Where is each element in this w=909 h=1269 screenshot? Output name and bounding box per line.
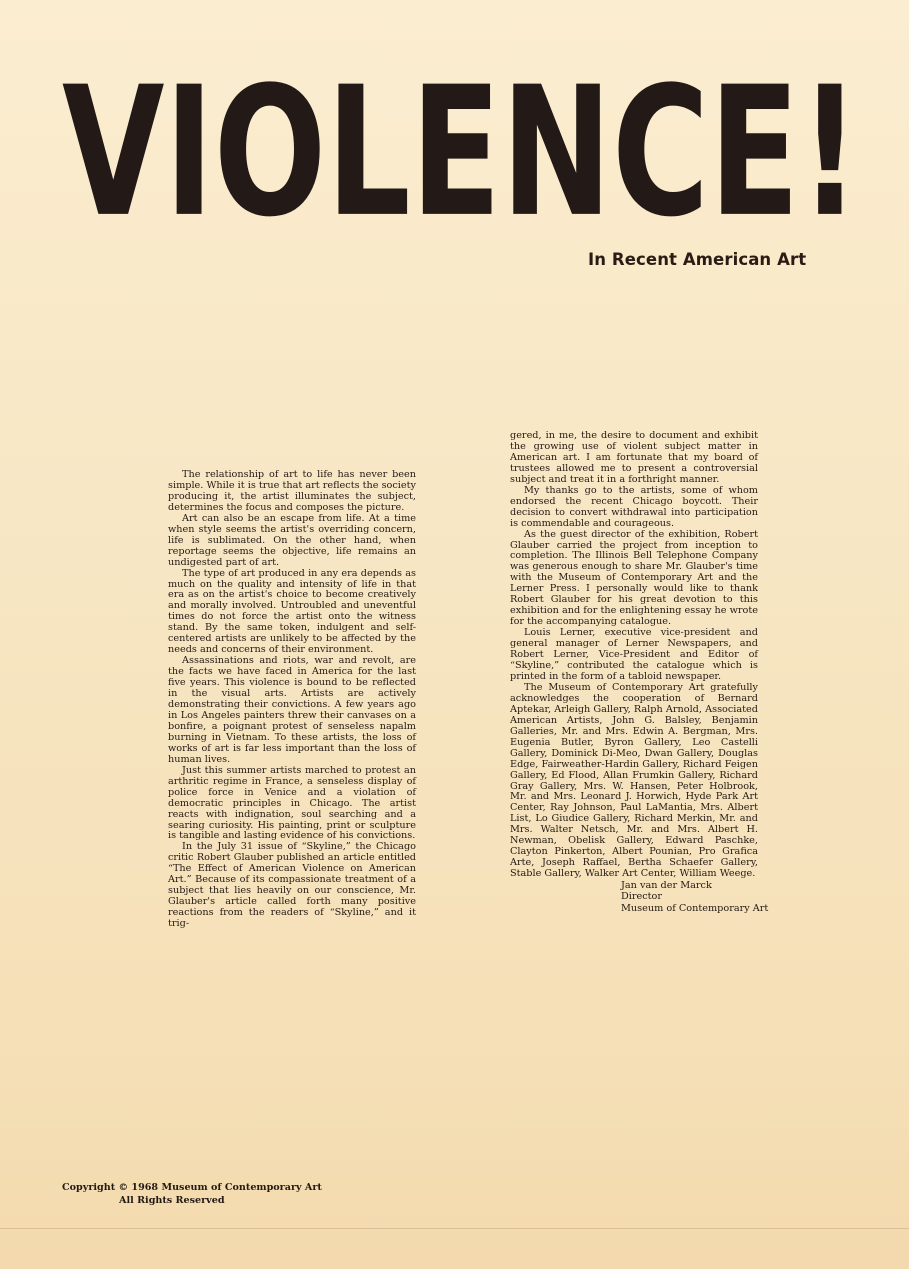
right-column bbox=[510, 430, 769, 914]
paragraph: Art can also be an escape from life. At a time when style seems the artist's overriding concern, life is sublimated. On the other hand, when reportage seems the objective, life remains an undigested part of art. bbox=[168, 512, 416, 568]
rights-line: All Rights Reserved bbox=[119, 1195, 225, 1206]
left-column bbox=[168, 470, 416, 930]
signature-title: Director bbox=[621, 891, 663, 903]
paragraph: The relationship of art to life has never been simple. While it is true that art reflects the society producing it, the artist illuminates the subject, determines the focus and composes the picture. bbox=[168, 469, 417, 513]
paragraph: gered, in me, the desire to document and exhibit the growing use of violent subject matter in American art. I am fortunate that my board of trustees allowed me to present a controversial subject and treat it in a forthright manner. bbox=[510, 430, 758, 485]
signature-institution: Museum of Contemporary Art bbox=[621, 902, 769, 914]
paragraph: As the guest director of the exhibition, Robert Glauber carried the project from inception to completion. The Illinois Bell Telephone Company was generous enough to share Mr. Glauber's time with the Museum of Contemporary Art and the Lerner Press. I personally would like to thank Robert Glauber for his great devotion to this exhibition and for the enlightening essay he wrote for the accompanying catalogue. bbox=[510, 528, 758, 628]
signature-name: Jan van der Marck bbox=[621, 880, 712, 892]
paragraph: Louis Lerner, executive vice-president and general manager of Lerner Newspapers, and Robert Lerner, Vice-President and Editor of “Skyline,” contributed the catalogue which is printed in the form of a tabloid newspaper. bbox=[510, 627, 758, 682]
paragraph: My thanks go to the artists, some of whom endorsed the recent Chicago boycott. Their decision to convert withdrawal into participation is commendable and courageous. bbox=[510, 484, 758, 529]
signature-block bbox=[621, 880, 769, 914]
paragraph: The type of art produced in any era depends as much on the quality and intensity of life in that era as on the artist's choice to become creatively and morally involved. Untroubled and uneventful times do not force the artist onto the witness stand. By the same token, indulgent and self-centered artists are unlikely to be affected by the needs and concerns of their environment. bbox=[168, 567, 416, 656]
paragraph: Assassinations and riots, war and revolt, are the facts we have faced in America for the last five years. This violence is bound to be reflected in the visual arts. Artists are actively demonstrating their convictions. A few years ago in Los Angeles painters threw their canvases on a bonfire, a poignant protest of senseless napalm burning in Vietnam. To these artists, the loss of works of art is far less important than the loss of human lives. bbox=[168, 655, 416, 765]
copyright-line: Copyright © 1968 Museum of Contemporary Art bbox=[62, 1182, 322, 1193]
headline-text: VIOLENCE! bbox=[62, 47, 860, 256]
headline bbox=[62, 36, 860, 256]
paragraph: The Museum of Contemporary Art gratefully acknowledges the cooperation of Bernard Aptekar, Arleigh Gallery, Ralph Arnold, Associated American Artists, John G. Balsley, Benjamin Galleries, Mr. and Mrs. Edwin A. Bergman, Mrs. Eugenia Butler, Byron Gallery, Leo Castelli Gallery, Dominick Di-Meo, Dwan Gallery, Douglas Edge, Fairweather-Hardin Gallery, Richard Feigen Gallery, Ed Flood, Allan Frumkin Gallery, Richard Gray Gallery, Mrs. W. Hansen, Peter Holbrook, Mr. and Mrs. Leonard J. Horwich, Hyde Park Art Center, Ray Johnson, Paul LaMantia, Mrs. Albert List, Lo Giudice Gallery, Richard Merkin, Mr. and Mrs. Walter Netsch, Mr. and Mrs. Albert H. Newman, Obelisk Gallery, Edward Paschke, Clayton Pinkerton, Albert Pounian, Pro Grafica Arte, Joseph Raffael, Bertha Schaefer Gallery, Stable Gallery, Walker Art Center, William Weege. bbox=[510, 681, 758, 880]
paragraph: Just this summer artists marched to protest an arthritic regime in France, a senseless display of police force in Venice and a violation of democratic principles in Chicago. The artist reacts with indignation, soul searching and a searing curiosity. His painting, print or sculpture is tangible and lasting evidence of his convictions. bbox=[168, 764, 416, 842]
fold-line bbox=[0, 1228, 909, 1229]
copyright-notice bbox=[62, 1181, 322, 1207]
paragraph: In the July 31 issue of “Skyline,” the Chicago critic Robert Glauber published an article entitled “The Effect of American Violence on American Art.” Because of its compassionate treatment of a subject that lies heavily on our conscience, Mr. Glauber's article called forth many positive reactions from the readers of “Skyline,” and it trig- bbox=[168, 841, 416, 930]
subtitle: In Recent American Art bbox=[588, 250, 807, 269]
